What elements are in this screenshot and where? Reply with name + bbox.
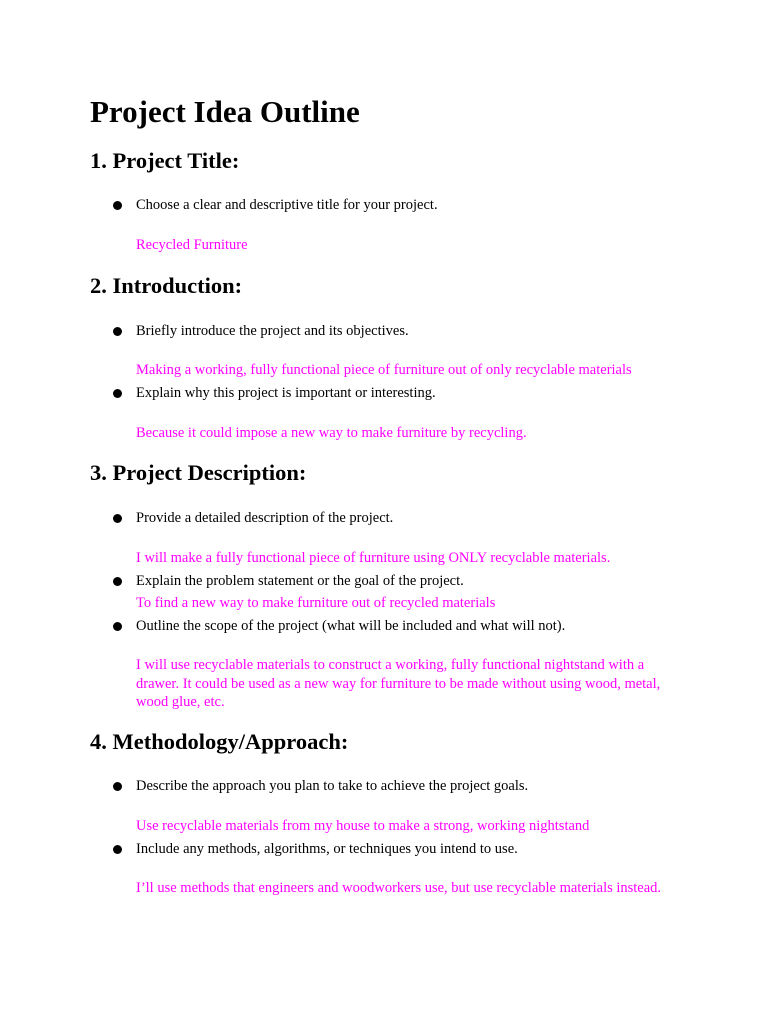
bullet-icon bbox=[111, 619, 125, 633]
prompt-text: Outline the scope of the project (what will be included and what will not). bbox=[136, 618, 566, 634]
bullet-icon bbox=[111, 324, 125, 338]
answer-text: I will use recyclable materials to construct a working, fully functional nightstand with a drawer. It could be used as a new way for furniture to be made without using wood, metal, wood glue, etc. bbox=[136, 657, 661, 710]
answer-text: Because it could impose a new way to make furniture by recycling. bbox=[136, 425, 527, 441]
prompt-text: Include any methods, algorithms, or techniques you intend to use. bbox=[136, 841, 518, 857]
answer-text: I will make a fully functional piece of furniture using ONLY recyclable materials. bbox=[136, 550, 611, 566]
section-heading-introduction: 2. Introduction: bbox=[90, 273, 243, 298]
answer-text: Use recyclable materials from my house to make a strong, working nightstand bbox=[136, 818, 590, 834]
section-heading-methodology: 4. Methodology/Approach: bbox=[90, 729, 349, 754]
section-heading-project-title: 1. Project Title: bbox=[90, 148, 240, 173]
bullet-icon bbox=[111, 574, 125, 588]
bullet-icon bbox=[111, 511, 125, 525]
bullet-icon bbox=[111, 386, 125, 400]
prompt-text: Choose a clear and descriptive title for your project. bbox=[136, 197, 438, 213]
document-title: Project Idea Outline bbox=[90, 94, 360, 129]
bullet-icon bbox=[111, 842, 125, 856]
answer-text: Making a working, fully functional piece of furniture out of only recyclable materials bbox=[136, 362, 632, 378]
bullet-icon bbox=[111, 779, 125, 793]
bullet-icon bbox=[111, 198, 125, 212]
prompt-text: Briefly introduce the project and its objectives. bbox=[136, 323, 409, 339]
answer-text: Recycled Furniture bbox=[136, 237, 248, 253]
answer-text: To find a new way to make furniture out of recycled materials bbox=[136, 595, 496, 611]
answer-text: I’ll use methods that engineers and woodworkers use, but use recyclable materials instead. bbox=[136, 880, 662, 896]
prompt-text: Explain the problem statement or the goal of the project. bbox=[136, 573, 464, 589]
prompt-text: Describe the approach you plan to take to achieve the project goals. bbox=[136, 778, 529, 794]
section-heading-project-description: 3. Project Description: bbox=[90, 460, 307, 485]
prompt-text: Explain why this project is important or interesting. bbox=[136, 385, 436, 401]
prompt-text: Provide a detailed description of the project. bbox=[136, 510, 394, 526]
